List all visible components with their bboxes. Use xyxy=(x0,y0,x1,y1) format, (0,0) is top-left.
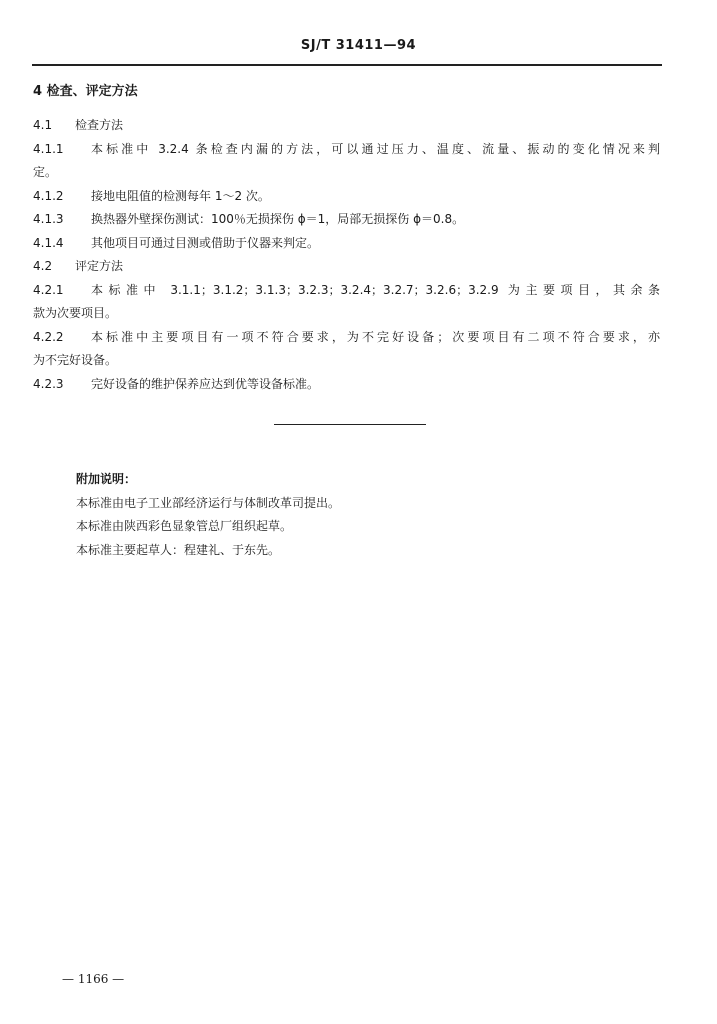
clause-number: 4.1 xyxy=(33,118,53,132)
clause-number: 4.2.3 xyxy=(33,376,64,391)
clause-4-2-2 xyxy=(33,326,660,350)
clause-4-2-1-cont xyxy=(33,302,660,326)
end-divider xyxy=(274,424,426,425)
clause-text: 换热器外壁探伤测试：100％无损探伤 ϕ＝1，局部无损探伤 ϕ＝0.8。 xyxy=(91,212,465,226)
clause-4-2-2-cont xyxy=(33,349,660,373)
notes-title: 附加说明： xyxy=(76,472,137,486)
note-line: 本标准由陕西彩色显象管总厂组织起草。 xyxy=(76,519,293,533)
clause-4-1-3 xyxy=(33,208,660,232)
clause-text-cont: 为不完好设备。 xyxy=(33,353,118,367)
clause-4-2 xyxy=(33,255,660,279)
clause-number: 4.1.4 xyxy=(33,235,64,250)
clause-number: 4.2.1 xyxy=(33,282,64,297)
section-body xyxy=(33,114,660,396)
clause-text: 评定方法 xyxy=(75,259,124,273)
clause-text: 检查方法 xyxy=(75,118,124,132)
section-title: 4 检査、评定方法 xyxy=(33,84,138,99)
clause-4-2-3 xyxy=(33,373,660,397)
clause-4-1-1-cont xyxy=(33,161,660,185)
clause-number: 4.2.2 xyxy=(33,329,64,344)
header-rule xyxy=(32,64,662,66)
clause-number: 4.1.2 xyxy=(33,188,64,203)
clause-number: 4.2 xyxy=(33,259,53,273)
clause-text-cont: 款为次要项目。 xyxy=(33,306,118,320)
document-code: SJ/T 31411—94 xyxy=(300,38,417,53)
clause-text: 本标准中 3.1.1；3.1.2；3.1.3；3.2.3；3.2.4；3.2.7；3.2.6；3.2.9 为主要项目，其余条 xyxy=(91,282,660,297)
clause-text-cont: 定。 xyxy=(33,165,58,179)
page-number: — 1166 — xyxy=(62,972,125,986)
clause-4-1-1 xyxy=(33,138,660,162)
clause-text: 本标准中 3.2.4 条检查内漏的方法，可以通过压力、温度、流量、振动的变化情况来判 xyxy=(91,141,660,156)
clause-text: 其他项目可通过目测或借助于仪器来判定。 xyxy=(91,235,320,250)
clause-4-1-2 xyxy=(33,185,660,209)
clause-text: 完好设备的维护保养应达到优等设备标准。 xyxy=(91,376,320,391)
clause-text: 本标准中主要项目有一项不符合要求，为不完好设备；次要项目有二项不符合要求，亦 xyxy=(91,329,660,344)
additional-notes xyxy=(76,468,340,562)
clause-number: 4.1.1 xyxy=(33,141,64,156)
clause-number: 4.1.3 xyxy=(33,212,64,226)
clause-4-1-4 xyxy=(33,232,660,256)
clause-4-2-1 xyxy=(33,279,660,303)
clause-4-1 xyxy=(33,114,660,138)
clause-text: 接地电阻值的检测每年 1～2 次。 xyxy=(91,188,270,203)
note-line: 本标准由电子工业部经济运行与体制改革司提出。 xyxy=(76,495,341,510)
note-line: 本标准主要起草人：程建礼、于东先。 xyxy=(76,542,281,557)
